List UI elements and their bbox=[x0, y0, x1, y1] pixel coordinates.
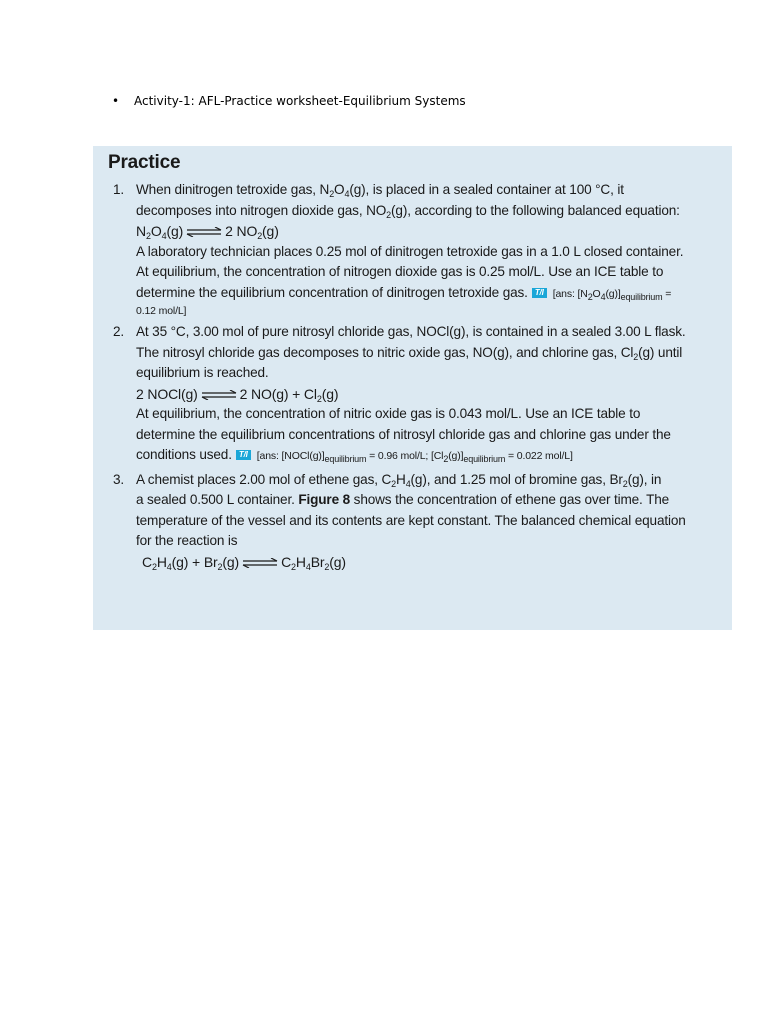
question-number: 1. bbox=[113, 182, 125, 197]
q3-line-1: A chemist places 2.00 mol of ethene gas, $C_2H_4(g)$, and 1.25 mol of bromine gas, $Br_2(g)$, in bbox=[136, 471, 662, 489]
q2-line-5: determine the equilibrium concentrations of nitrosyl chloride gas and chlorine gas under the bbox=[136, 426, 671, 442]
thinking-inquiry-badge: T/I bbox=[236, 450, 251, 460]
bullet-marker: • bbox=[112, 94, 120, 108]
q3-line-3: temperature of the vessel and its contents are kept constant. The balanced chemical equation bbox=[136, 512, 686, 528]
equilibrium-arrow-icon bbox=[186, 227, 222, 237]
activity-heading bbox=[112, 94, 466, 108]
q2-line-2: The nitrosyl chloride gas decomposes to nitric oxide gas, NO(g), and chlorine gas, $Cl_2(g)$ until bbox=[136, 344, 683, 362]
q2-equation: 2 NOCl(g) 2 $NO(g) + Cl_2(g)$ bbox=[136, 385, 339, 404]
q1-line-4: At equilibrium, the concentration of nitrogen dioxide gas is 0.25 mol/L. Use an ICE table to bbox=[136, 264, 664, 279]
q2-line-3: equilibrium is reached. bbox=[136, 365, 269, 380]
q1-answer: [ans: $[N_2O_4(g)]_{equilibrium}$ = bbox=[552, 287, 672, 302]
question-1 bbox=[108, 180, 732, 319]
equilibrium-arrow-icon bbox=[201, 390, 237, 400]
q3-line-2: a sealed 0.500 L container. Figure 8 shows the concentration of ethene gas over time. The bbox=[136, 492, 670, 507]
figure-reference: Figure 8 bbox=[298, 492, 351, 507]
question-number: 3. bbox=[113, 471, 125, 487]
question-3 bbox=[108, 470, 732, 573]
q2-answer: [ans: $[NOCl(g)]_{equilibrium} = 0.96$ mol/L; $[Cl_2(g)]_{equilibrium} = 0.022$ mol/L] bbox=[256, 450, 573, 464]
equilibrium-arrow-icon bbox=[242, 558, 278, 568]
practice-title: Practice bbox=[108, 152, 181, 173]
question-number: 2. bbox=[113, 324, 125, 339]
q1-line-2: decomposes into nitrogen dioxide gas, $NO_2(g)$, according to the following balanced equation: bbox=[136, 202, 680, 220]
q1-line-1: When dinitrogen tetroxide gas, $N_2O_4(g)$, is placed in a sealed container at 100 °C, it bbox=[136, 182, 624, 199]
q2-line-1: At 35 °C, 3.00 mol of pure nitrosyl chloride gas, NOCl(g), is contained in a sealed 3.00 L flask. bbox=[136, 324, 686, 339]
question-2 bbox=[108, 322, 732, 467]
activity-title: Activity-1: AFL-Practice worksheet-Equilibrium Systems bbox=[134, 94, 466, 108]
q1-line-3: A laboratory technician places 0.25 mol of dinitrogen tetroxide gas in a 1.0 L closed container. bbox=[136, 243, 684, 259]
q1-line-5: determine the equilibrium concentration of dinitrogen tetroxide gas. T/I [ans: $[N_2O_4(g)]_{equilibrium}$ = bbox=[136, 284, 672, 302]
q1-equation: $N_2O_4(g)$ 2 $NO_2(g)$ bbox=[136, 223, 279, 241]
q1-answer-value: 0.12 mol/L] bbox=[136, 305, 187, 317]
q3-line-4: for the reaction is bbox=[136, 533, 238, 548]
practice-box bbox=[93, 146, 732, 630]
thinking-inquiry-badge: T/I bbox=[532, 288, 547, 298]
q2-line-4: At equilibrium, the concentration of nitric oxide gas is 0.043 mol/L. Use an ICE table to bbox=[136, 406, 641, 421]
q2-line-6: conditions used. T/I [ans: $[NOCl(g)]_{equilibrium} = 0.96$ mol/L; $[Cl_2(g)]_{equilibrium} = 0.022$ mol/L] bbox=[136, 447, 573, 464]
q3-equation: $C_2H_4(g) + Br_2(g)$ $C_2H_4Br_2(g)$ bbox=[142, 553, 346, 572]
